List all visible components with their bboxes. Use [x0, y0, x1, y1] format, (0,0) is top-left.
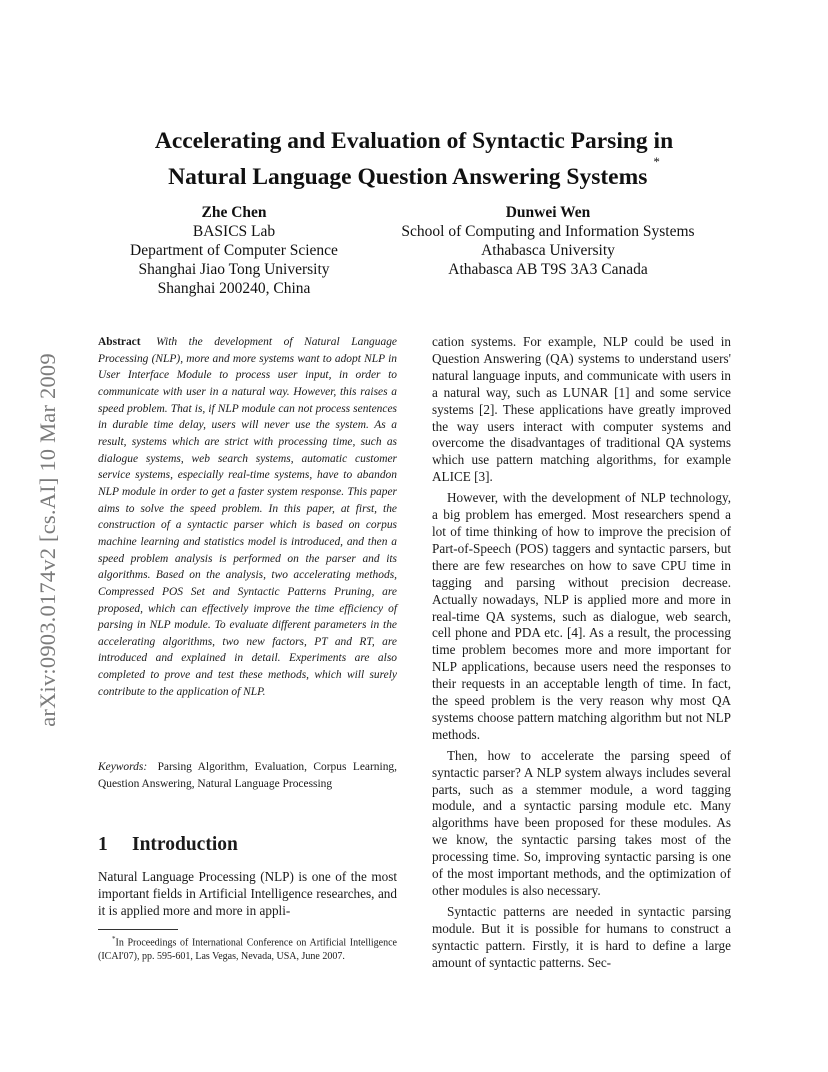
title-line-1: Accelerating and Evaluation of Syntactic Parsing in: [154, 128, 674, 154]
author-block-2: [378, 203, 718, 279]
author-name: Zhe Chen: [201, 204, 267, 221]
body-paragraph: Then, how to accelerate the parsing speed of syntactic parser? A NLP system always includes several parts, such as a stemmer module, a word tagging module, and a syntactic parsing module etc. Many algorithms have been proposed for these modules. As we know, the syntactic parsing takes most of the processing time. So, improving syntactic parsing is one of the most important methods, and the optimization of other modules is also necessary.: [432, 747, 731, 898]
section-title: Introduction: [132, 834, 238, 855]
footnote-text: In Proceedings of International Conference on Artificial Intelligence (ICAI'07), pp. 595-601, Las Vegas, Nevada, USA, June 2007.: [98, 937, 397, 963]
keywords: [98, 759, 397, 792]
abstract-heading: Abstract: [98, 336, 141, 348]
title-line-2: [0, 156, 828, 192]
title-footnote-mark: *: [653, 154, 660, 169]
body-paragraph: Syntactic patterns are needed in syntactic parsing module. But it is possible for humans to construct a syntactic pattern. Firstly, it is hard to define a large amount of syntactic patterns. Sec-: [432, 903, 731, 970]
paper-title: [0, 126, 828, 192]
keywords-text: Parsing Algorithm, Evaluation, Corpus Learning, Question Answering, Natural Language Processing: [98, 761, 398, 790]
abstract: [98, 334, 397, 700]
affiliation-line: Athabasca University: [481, 242, 615, 259]
section-heading: [98, 833, 238, 857]
body-paragraph: cation systems. For example, NLP could be used in Question Answering (QA) systems to understand users' natural language inputs, and communicate with users in a natural way, such as LUNAR [1] and some service systems [2]. These applications have greatly improved the way users interact with computer systems and overcome the disadvantages of traditional QA systems which use pattern matching algorithms, for example ALICE [3].: [432, 334, 731, 485]
affiliation-line: BASICS Lab: [192, 223, 276, 240]
affiliation-line: Athabasca AB T9S 3A3 Canada: [448, 261, 648, 278]
affiliation-line: Shanghai 200240, China: [157, 280, 311, 297]
author-name: Dunwei Wen: [505, 204, 591, 221]
affiliation-line: Department of Computer Science: [130, 242, 338, 259]
footnote-rule: [98, 929, 178, 930]
abstract-text: With the development of Natural Language Processing (NLP), more and more systems want to adopt NLP in User Interface Module to process user input, in order to communicate with user in a natural way. However, this raises a speed problem. That is, if NLP module can not process sentences in durable time delay, users will never use the system. As a result, systems which are strict with processing time, such as dialogue systems, web search systems, automatic customer service systems, especially real-time systems, have to abandon NLP module in order to get a faster system response. This paper aims to solve the speed problem. In this paper, at first, the construction of a syntactic parser which is based on corpus machine learning and statistics model is introduced, and then a speed problem analysis is performed on the parser and its algorithms. Based on the analysis, two accelerating methods, Compressed POS Set and Syntactic Patterns Pruning, are proposed, which can effectively improve the time efficiency of parsing in NLP module. To evaluate different parameters in the accelerating algorithms, two new factors, PT and RT, are introduced and explained in detail. Experiments are also completed to prove and test these methods, which will surely contribute to the application of NLP.: [98, 336, 397, 698]
intro-left-column: [98, 869, 397, 920]
body-paragraph: However, with the development of NLP technology, a big problem has emerged. Most researchers spend a lot of time thinking of how to improve the precision of Part-of-Speech (POS) taggers and syntactic parsers, but there are few researches on how to save CPU time in tagging and parsing without precision decrease. Actually nowadays, NLP is applied more and more in real-time QA systems, such as dialogue, web search, cell phone and PDA etc. [4]. As a result, the processing time problem becomes more and more important for NLP applications, because users need the responses to their requests in an acceptable length of time. In fact, the speed problem is the very reason why most QA systems choose pattern matching algorithm but not NLP methods.: [432, 490, 731, 742]
arxiv-identifier: arXiv:0903.0174v2 [cs.AI] 10 Mar 2009: [35, 353, 60, 727]
affiliation-line: Shanghai Jiao Tong University: [138, 261, 330, 278]
section-number: 1: [98, 834, 108, 855]
keywords-heading: Keywords:: [98, 761, 148, 773]
footnote-mark: *: [112, 935, 116, 943]
author-block-1: [94, 203, 374, 298]
footnote: [98, 933, 397, 964]
affiliation-line: School of Computing and Information Systems: [401, 223, 695, 240]
right-column: [432, 334, 731, 976]
title-line-2-text: Natural Language Question Answering Systems: [168, 163, 648, 190]
intro-paragraph: Natural Language Processing (NLP) is one of the most important fields in Artificial Intelligence researches, and it is applied more and more in appli-: [98, 869, 397, 918]
